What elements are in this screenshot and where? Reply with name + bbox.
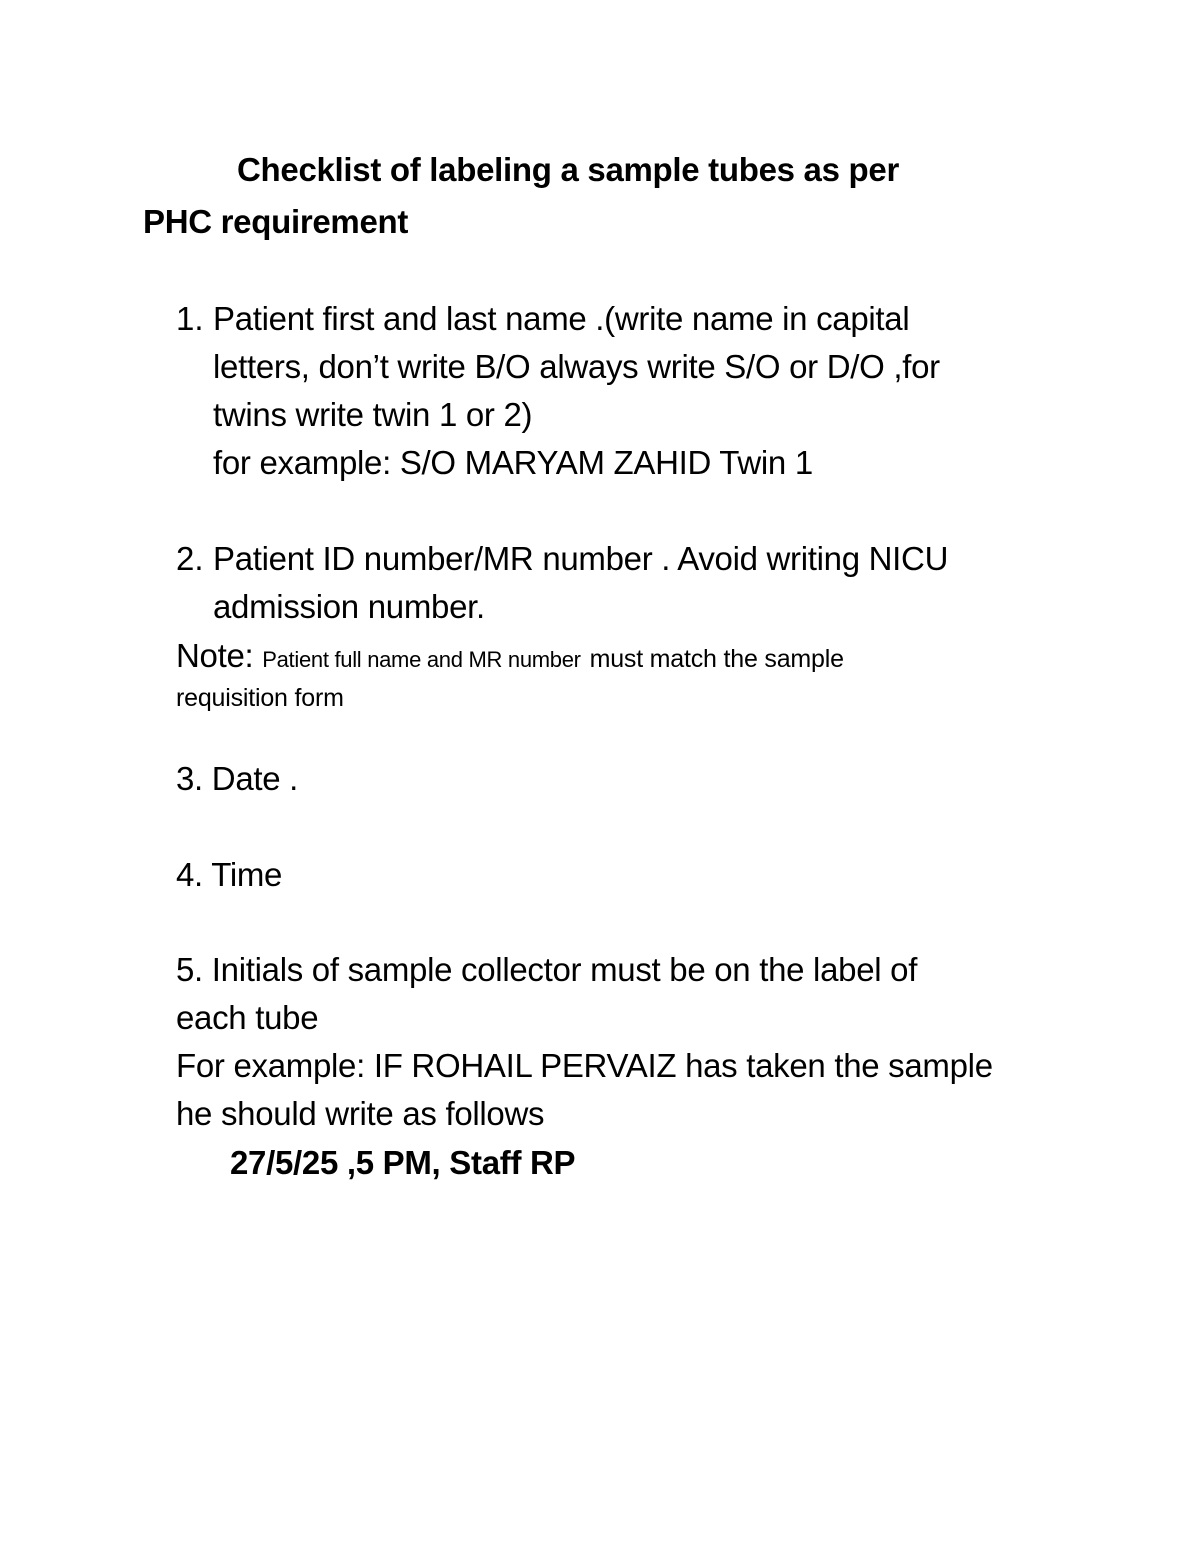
item-5-line-2: each tube xyxy=(176,999,319,1036)
item-4: 4. Time xyxy=(176,856,283,893)
note-text-rest: must match the sample xyxy=(589,645,844,673)
item-3: 3. Date . xyxy=(176,760,299,797)
item-2-line-1: Patient ID number/MR number . Avoid writing NICU xyxy=(213,540,949,577)
item-1-number: 1. xyxy=(176,300,204,337)
note-text-small: Patient full name and MR number xyxy=(262,647,581,672)
item-1-line-1: Patient first and last name .(write name in capital xyxy=(213,300,910,337)
item-2-number: 2. xyxy=(176,540,204,577)
note-line-2: requisition form xyxy=(176,684,344,712)
item-5-line-1: 5. Initials of sample collector must be on the label of xyxy=(176,951,918,988)
item-1-line-3: twins write twin 1 or 2) xyxy=(213,396,533,433)
title-line-1: Checklist of labeling a sample tubes as per xyxy=(237,151,899,188)
item-1-line-2: letters, don’t write B/O always write S/O or D/O ,for xyxy=(213,348,940,385)
item-2-line-2: admission number. xyxy=(213,588,485,625)
item-1-example: for example: S/O MARYAM ZAHID Twin 1 xyxy=(213,444,813,481)
item-5-line-4: he should write as follows xyxy=(176,1095,545,1132)
item-5-example: 27/5/25 ,5 PM, Staff RP xyxy=(230,1144,576,1181)
note-label: Note: xyxy=(176,637,254,674)
item-5-line-3: For example: IF ROHAIL PERVAIZ has taken the sample xyxy=(176,1047,993,1084)
title-line-2: PHC requirement xyxy=(143,203,409,240)
note-line-1 xyxy=(176,636,844,680)
